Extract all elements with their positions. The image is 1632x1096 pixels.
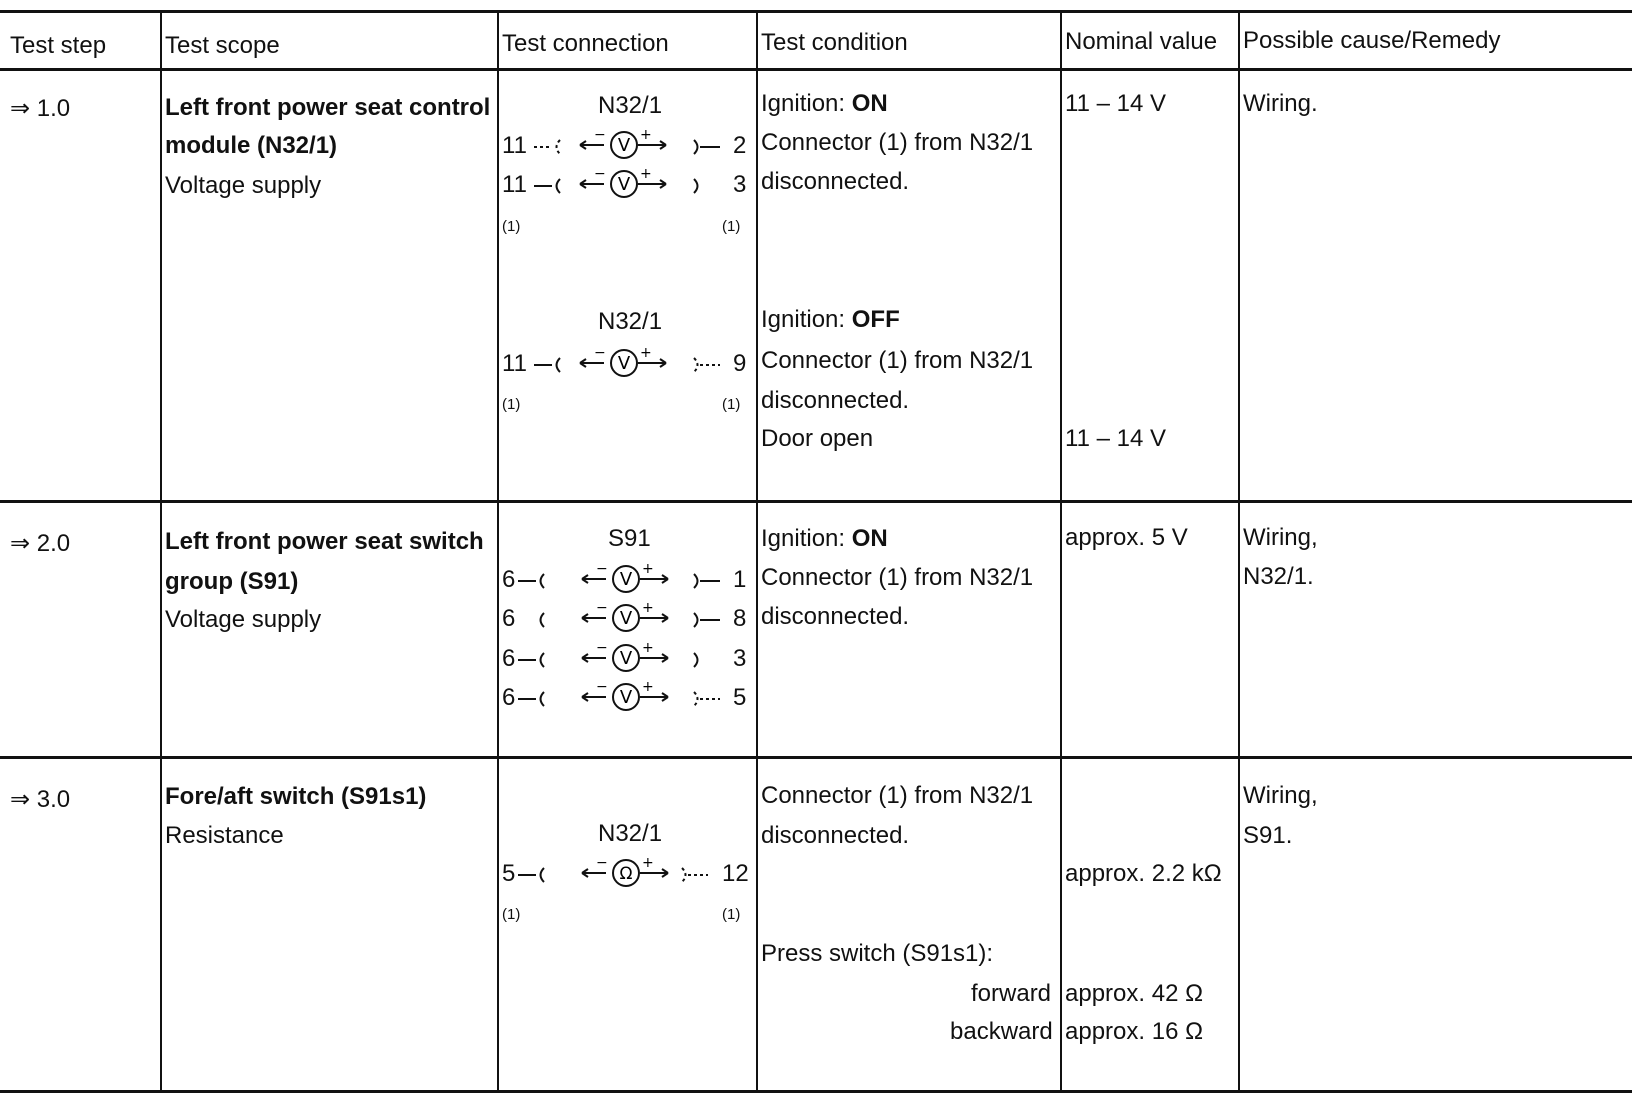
- col-rule-5: [1238, 10, 1240, 1092]
- svg-text:Ω: Ω: [619, 864, 633, 884]
- component-label: S91: [608, 525, 651, 552]
- scope-title: Fore/aft switch (S91s1): [165, 783, 427, 810]
- svg-text:−: −: [594, 346, 606, 361]
- connector-left-icon: [514, 570, 554, 592]
- svg-text:+: +: [642, 641, 654, 656]
- pin-left: 11: [502, 350, 527, 377]
- connector-left-icon: [530, 175, 570, 197]
- svg-text:−: −: [596, 601, 608, 616]
- connector-right-icon: [690, 570, 730, 592]
- row-2-bottom-rule: [0, 756, 1632, 759]
- header-test-connection: Test connection: [502, 30, 669, 57]
- condition-line: disconnected.: [761, 168, 910, 195]
- row-1-bottom-rule: [0, 500, 1632, 503]
- scope-subtitle: Voltage supply: [165, 606, 322, 633]
- voltmeter-icon: [580, 601, 672, 635]
- pin-right: 3: [733, 645, 747, 672]
- svg-text:V: V: [617, 353, 631, 374]
- pin-right: 1: [733, 566, 747, 593]
- forward-value: approx. 42 Ω: [1065, 980, 1204, 1007]
- ignition-condition: [761, 306, 900, 334]
- header-test-step: Test step: [10, 32, 107, 59]
- pin-left: 11: [502, 171, 527, 198]
- voltmeter-icon: [580, 562, 672, 596]
- connector-note: (1): [722, 218, 741, 235]
- condition-line: Connector (1) from N32/1: [761, 129, 1034, 156]
- forward-label: forward: [971, 980, 1052, 1007]
- voltmeter-icon: [580, 680, 672, 714]
- pin-left: 6: [502, 645, 516, 672]
- col-rule-1: [160, 10, 162, 1092]
- nominal-value: 11 – 14 V: [1065, 425, 1166, 452]
- connector-note: (1): [502, 906, 521, 923]
- connector-left-icon: [530, 136, 570, 158]
- header-possible-cause: Possible cause/Remedy: [1243, 27, 1501, 54]
- connector-left-icon: [514, 609, 554, 631]
- connector-right-icon: [690, 688, 730, 710]
- condition-line: Connector (1) from N32/1: [761, 782, 1034, 809]
- connector-left-icon: [530, 354, 570, 376]
- voltmeter-icon: [578, 346, 670, 380]
- svg-text:V: V: [619, 608, 633, 629]
- condition-line: disconnected.: [761, 822, 910, 849]
- press-switch-condition: Press switch (S91s1):: [761, 940, 994, 967]
- voltmeter-icon: [578, 167, 670, 201]
- svg-text:−: −: [596, 856, 608, 871]
- nominal-value: approx. 5 V: [1065, 524, 1188, 551]
- pin-left: 11: [502, 132, 527, 159]
- svg-text:V: V: [619, 687, 633, 708]
- possible-cause: Wiring.: [1243, 90, 1318, 117]
- connector-right-icon: [690, 354, 730, 376]
- step-number: ⇒ 1.0: [10, 95, 71, 122]
- connector-note: (1): [722, 906, 741, 923]
- ignition-state: ON: [851, 90, 888, 117]
- ignition-state: ON: [851, 525, 888, 552]
- connector-note: (1): [722, 396, 741, 413]
- possible-cause: S91.: [1243, 822, 1293, 849]
- condition-line: disconnected.: [761, 603, 910, 630]
- bottom-rule: [0, 1090, 1632, 1093]
- svg-text:−: −: [594, 128, 606, 143]
- svg-text:V: V: [619, 569, 633, 590]
- svg-text:+: +: [640, 167, 652, 182]
- scope-title: Left front power seat switch: [165, 528, 484, 555]
- nominal-value: 11 – 14 V: [1065, 90, 1166, 117]
- header-test-condition: Test condition: [761, 29, 908, 56]
- pin-left: 6: [502, 684, 516, 711]
- connector-right-icon: [690, 649, 730, 671]
- svg-text:+: +: [642, 856, 654, 871]
- pin-right: 5: [733, 684, 747, 711]
- ignition-condition: [761, 90, 888, 118]
- backward-value: approx. 16 Ω: [1065, 1018, 1204, 1045]
- svg-text:−: −: [596, 562, 608, 577]
- pin-right: 12: [722, 860, 749, 887]
- connector-right-icon: [690, 136, 730, 158]
- svg-text:−: −: [596, 641, 608, 656]
- svg-text:−: −: [596, 680, 608, 695]
- nominal-value: approx. 2.2 kΩ: [1065, 860, 1222, 887]
- component-label: N32/1: [598, 308, 663, 335]
- svg-text:V: V: [617, 174, 631, 195]
- scope-title: module (N32/1): [165, 132, 338, 159]
- connector-right-icon: [678, 864, 718, 886]
- pin-right: 8: [733, 605, 747, 632]
- condition-line: Connector (1) from N32/1: [761, 347, 1034, 374]
- ignition-state: OFF: [851, 306, 900, 333]
- ignition-condition: [761, 525, 888, 553]
- col-rule-3: [756, 10, 758, 1092]
- component-label: N32/1: [598, 820, 663, 847]
- condition-line: Door open: [761, 425, 874, 452]
- scope-subtitle: Voltage supply: [165, 172, 322, 199]
- connector-left-icon: [514, 649, 554, 671]
- scope-title: group (S91): [165, 568, 299, 595]
- scope-title: Left front power seat control: [165, 94, 491, 121]
- component-label: N32/1: [598, 92, 663, 119]
- backward-label: backward: [950, 1018, 1053, 1045]
- connector-note: (1): [502, 218, 521, 235]
- pin-left: 5: [502, 860, 516, 887]
- connector-left-icon: [514, 864, 554, 886]
- connector-right-icon: [690, 609, 730, 631]
- connector-right-icon: [690, 175, 730, 197]
- svg-text:−: −: [594, 167, 606, 182]
- voltmeter-icon: [580, 641, 672, 675]
- step-number: ⇒ 2.0: [10, 530, 71, 557]
- possible-cause: Wiring,: [1243, 782, 1318, 809]
- possible-cause: N32/1.: [1243, 563, 1314, 590]
- ignition-label: Ignition:: [761, 525, 846, 552]
- svg-text:+: +: [640, 346, 652, 361]
- svg-text:+: +: [642, 601, 654, 616]
- connector-left-icon: [514, 688, 554, 710]
- col-rule-2: [497, 10, 499, 1092]
- header-test-scope: Test scope: [165, 32, 280, 59]
- col-rule-4: [1060, 10, 1062, 1092]
- ohmmeter-icon: [580, 856, 672, 890]
- pin-right: 2: [733, 132, 747, 159]
- svg-text:V: V: [619, 648, 633, 669]
- pin-left: 6: [502, 566, 516, 593]
- step-number: ⇒ 3.0: [10, 786, 71, 813]
- pin-left: 6: [502, 605, 516, 632]
- ignition-label: Ignition:: [761, 306, 846, 333]
- pin-right: 3: [733, 171, 747, 198]
- possible-cause: Wiring,: [1243, 524, 1318, 551]
- condition-line: disconnected.: [761, 387, 910, 414]
- svg-text:V: V: [617, 135, 631, 156]
- header-rule: [0, 68, 1632, 71]
- ignition-label: Ignition:: [761, 90, 846, 117]
- header-nominal-value: Nominal value: [1065, 28, 1218, 55]
- pin-right: 9: [733, 350, 747, 377]
- svg-text:+: +: [642, 562, 654, 577]
- svg-text:+: +: [642, 680, 654, 695]
- top-rule: [0, 10, 1632, 13]
- svg-text:+: +: [640, 128, 652, 143]
- scope-subtitle: Resistance: [165, 822, 284, 849]
- condition-line: Connector (1) from N32/1: [761, 564, 1034, 591]
- voltmeter-icon: [578, 128, 670, 162]
- connector-note: (1): [502, 396, 521, 413]
